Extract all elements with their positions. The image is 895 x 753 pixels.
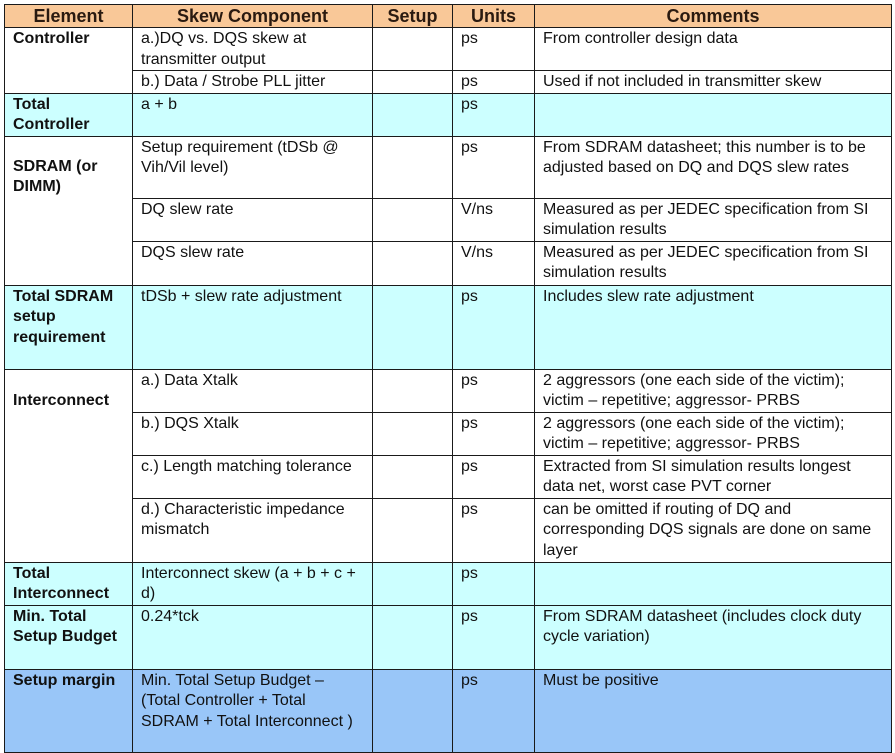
setup-cell[interactable] <box>373 198 453 241</box>
component-cell: 0.24*tck <box>133 605 373 669</box>
table-row <box>5 498 892 562</box>
comments-cell: From SDRAM datasheet; this number is to be adjusted based on DQ and DQS slew rates <box>535 136 892 198</box>
comments-cell: From SDRAM datasheet (includes clock duty cycle variation) <box>535 605 892 669</box>
component-cell: d.) Characteristic impedance mismatch <box>133 498 373 562</box>
setup-cell[interactable] <box>373 93 453 136</box>
component-cell: a.) Data Xtalk <box>133 369 373 412</box>
table-row <box>5 605 892 669</box>
table-row <box>5 136 892 198</box>
comments-cell: Measured as per JEDEC specification from SI simulation results <box>535 241 892 285</box>
setup-cell[interactable] <box>373 285 453 369</box>
units-cell: ps <box>453 412 535 455</box>
units-cell: ps <box>453 605 535 669</box>
element-cell: Interconnect <box>5 369 133 562</box>
header-setup: Setup <box>373 5 453 28</box>
comments-cell: 2 aggressors (one each side of the victim); victim – repetitive; aggressor- PRBS <box>535 412 892 455</box>
table-row <box>5 71 892 94</box>
comments-cell: Includes slew rate adjustment <box>535 285 892 369</box>
table-row <box>5 455 892 498</box>
units-cell: V/ns <box>453 198 535 241</box>
units-cell: V/ns <box>453 241 535 285</box>
table-row <box>5 669 892 752</box>
comments-cell: Extracted from SI simulation results longest data net, worst case PVT corner <box>535 455 892 498</box>
header-comments: Comments <box>535 5 892 28</box>
setup-cell[interactable] <box>373 412 453 455</box>
table-row <box>5 369 892 412</box>
units-cell: ps <box>453 455 535 498</box>
component-cell: Setup requirement (tDSb @ Vih/Vil level) <box>133 136 373 198</box>
element-cell: Controller <box>5 28 133 94</box>
component-cell: Min. Total Setup Budget – (Total Controller + Total SDRAM + Total Interconnect ) <box>133 669 373 752</box>
component-cell: Interconnect skew (a + b + c + d) <box>133 562 373 605</box>
component-cell: b.) Data / Strobe PLL jitter <box>133 71 373 94</box>
comments-cell <box>535 562 892 605</box>
setup-budget-table <box>4 4 892 753</box>
comments-cell <box>535 93 892 136</box>
table-row <box>5 241 892 285</box>
setup-cell[interactable] <box>373 498 453 562</box>
comments-cell: From controller design data <box>535 28 892 71</box>
component-cell: DQS slew rate <box>133 241 373 285</box>
comments-cell: Used if not included in transmitter skew <box>535 71 892 94</box>
setup-cell[interactable] <box>373 605 453 669</box>
element-cell: Setup margin <box>5 669 133 752</box>
units-cell: ps <box>453 285 535 369</box>
setup-cell[interactable] <box>373 241 453 285</box>
header-row <box>5 5 892 28</box>
element-cell: Total Controller <box>5 93 133 136</box>
setup-cell[interactable] <box>373 136 453 198</box>
units-cell: ps <box>453 93 535 136</box>
units-cell: ps <box>453 71 535 94</box>
table-row <box>5 412 892 455</box>
header-units: Units <box>453 5 535 28</box>
comments-cell: 2 aggressors (one each side of the victim); victim – repetitive; aggressor- PRBS <box>535 369 892 412</box>
comments-cell: Measured as per JEDEC specification from SI simulation results <box>535 198 892 241</box>
element-cell: Total SDRAM setup requirement <box>5 285 133 369</box>
units-cell: ps <box>453 369 535 412</box>
units-cell: ps <box>453 562 535 605</box>
setup-cell[interactable] <box>373 455 453 498</box>
component-cell: a + b <box>133 93 373 136</box>
component-cell: DQ slew rate <box>133 198 373 241</box>
units-cell: ps <box>453 136 535 198</box>
table-row <box>5 93 892 136</box>
setup-cell[interactable] <box>373 369 453 412</box>
table-row <box>5 562 892 605</box>
component-cell: c.) Length matching tolerance <box>133 455 373 498</box>
table-row <box>5 28 892 71</box>
units-cell: ps <box>453 498 535 562</box>
component-cell: tDSb + slew rate adjustment <box>133 285 373 369</box>
element-cell: Total Interconnect <box>5 562 133 605</box>
comments-cell: Must be positive <box>535 669 892 752</box>
setup-cell[interactable] <box>373 562 453 605</box>
header-skew-component: Skew Component <box>133 5 373 28</box>
component-cell: a.)DQ vs. DQS skew at transmitter output <box>133 28 373 71</box>
component-cell: b.) DQS Xtalk <box>133 412 373 455</box>
table-row <box>5 198 892 241</box>
setup-cell[interactable] <box>373 71 453 94</box>
element-cell: SDRAM (or DIMM) <box>5 136 133 285</box>
units-cell: ps <box>453 669 535 752</box>
comments-cell: can be omitted if routing of DQ and corresponding DQS signals are done on same layer <box>535 498 892 562</box>
header-element: Element <box>5 5 133 28</box>
units-cell: ps <box>453 28 535 71</box>
setup-cell[interactable] <box>373 669 453 752</box>
table-row <box>5 285 892 369</box>
element-cell: Min. Total Setup Budget <box>5 605 133 669</box>
setup-cell[interactable] <box>373 28 453 71</box>
